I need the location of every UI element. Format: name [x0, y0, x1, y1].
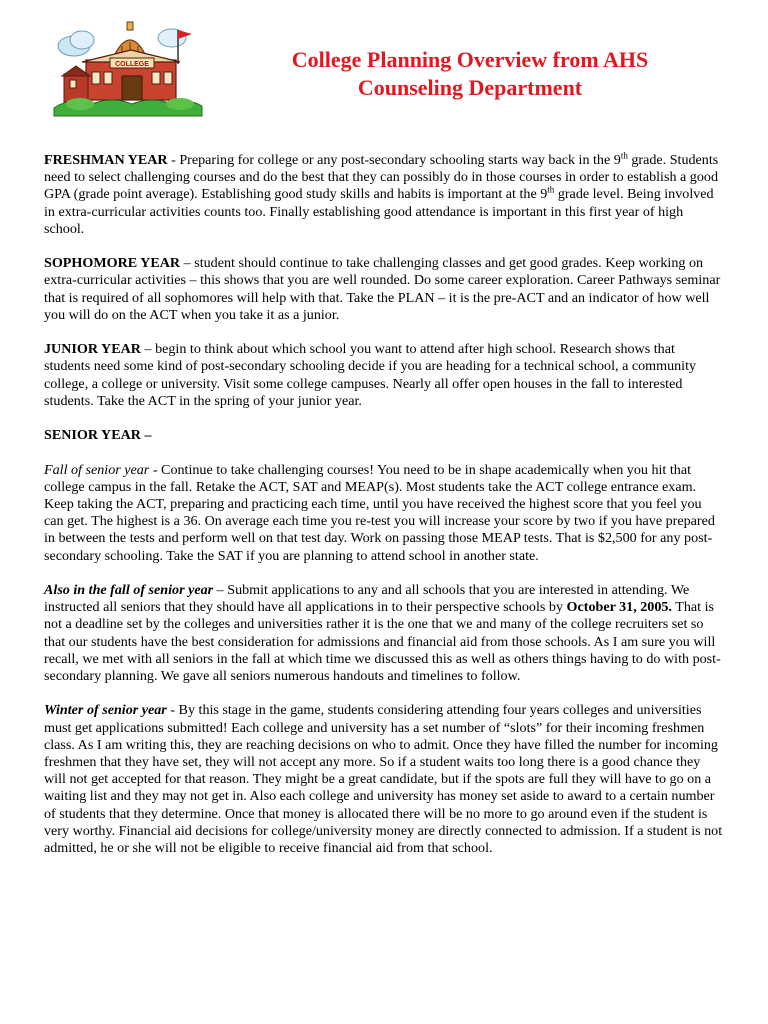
title-line-1: College Planning Overview from AHS — [291, 47, 649, 72]
fall-senior-text: - Continue to take challenging courses! You need to be in shape academically when you hit that college campus in the fall. Retake the ACT, SAT and MEAP(s). Most students take the ACT college entrance exam. Keep taking the ACT, preparing and practicing each time, until you have received the highest score that you feel you can get. The highest is a 36. On average each time you re-test you will increase your score by two if you have prepared in between the tests and perform well on that test day. Work on passing those MEAP tests. That is $2,500 for any post-secondary schooling. Take the SAT if you are planning to attend school in another state. — [44, 461, 715, 564]
deadline-date: October 31, 2005. — [566, 599, 672, 616]
document-body — [44, 152, 724, 874]
sophomore-text: – student should continue to take challenging classes and get good grades. Keep working on extra-curricular activities – this shows that you are well rounded. Do some career exploration. Career Pathways seminar that is required of all sophomores will help with that. Take the PLAN – it is the pre-ACT and an indicator of how well you will do on the ACT when you take it as a junior. — [44, 255, 721, 323]
sophomore-heading: SOPHOMORE YEAR — [44, 255, 181, 272]
fall-senior-paragraph — [44, 462, 724, 565]
title-line-2: Counseling Department — [357, 75, 583, 100]
freshman-text-1: - Preparing for college or any post-secondary schooling starts way back in the 9 — [167, 152, 621, 168]
sophomore-paragraph — [44, 255, 724, 324]
freshman-text-2: grade. Students need to select challenging courses and do the best that they can possibly do in those courses in order to establish a good GPA (grade point average). Establishing good study skills and habits is important at the 9 — [44, 152, 719, 203]
junior-text: – begin to think about which school you want to attend after high school. Research shows that students need some kind of post-secondary schooling decide if you are heading for a technical school, a community college, a college or university. Visit some college campuses. Nearly all offer open houses in the fall to interested students. Take the ACT in the spring of your junior year. — [44, 341, 697, 409]
senior-heading-paragraph — [44, 427, 724, 444]
winter-senior-heading: Winter of senior year — [44, 702, 167, 719]
senior-heading: SENIOR YEAR – — [44, 427, 152, 444]
junior-paragraph — [44, 341, 724, 410]
freshman-heading: FRESHMAN YEAR — [44, 152, 168, 168]
also-fall-paragraph — [44, 582, 724, 685]
winter-senior-text: - By this stage in the game, students considering attending four years colleges and universities must get applications submitted! Each college and university has a set number of “slots” for their incoming freshmen class. As I am writing this, they are reaching decisions on who to admit. Once they have filled the number for incoming freshmen that they have set, they will not accept any more. So if a student waits too long there is a good chance they will not get accepted for that reason. They might be a great candidate, but if the spots are full they will have to go on a waiting list and they may not get in. Also each college and university has money set aside to award to a certain number of students that they determine. Once that money is allocated there will be no more to go around even if the student is very worthy. Financial aid decisions for college/university money are directly connected to admission. If a student is not admitted, he or she will not be eligible to receive financial aid from that school. — [44, 702, 723, 857]
freshman-sup-1: th — [620, 150, 628, 161]
also-fall-heading: Also in the fall of senior year — [44, 582, 214, 598]
also-fall-text-1: – Submit applications to any and all schools that you are interested in attending. We instructed all seniors that they should have all applications in to their perspective schools by — [44, 582, 690, 616]
also-fall-text-2: That is not a deadline set by the colleges and universities rather it is the one that we and many of the college recruiters set so that our students have the best consideration for admissions and financial aid from those schools. As I am sure you will recall, we met with all seniors in the fall at which time we discussed this as well as others things having to do with post-secondary planning. We gave all seniors numerous handouts and timelines to follow. — [44, 599, 721, 685]
freshman-sup-2: th — [547, 184, 555, 195]
page-title — [220, 46, 720, 102]
junior-heading: JUNIOR YEAR — [44, 341, 141, 358]
fall-senior-heading: Fall of senior year — [44, 461, 150, 478]
winter-senior-paragraph — [44, 702, 724, 857]
freshman-text-3: grade level. Being involved in extra-curricular activities counts too. Finally establishing good attendance is important in this first year of high school. — [44, 186, 714, 237]
logo-sign-text: COLLEGE — [115, 61, 149, 68]
freshman-paragraph — [44, 152, 724, 238]
college-building-logo — [52, 16, 204, 120]
